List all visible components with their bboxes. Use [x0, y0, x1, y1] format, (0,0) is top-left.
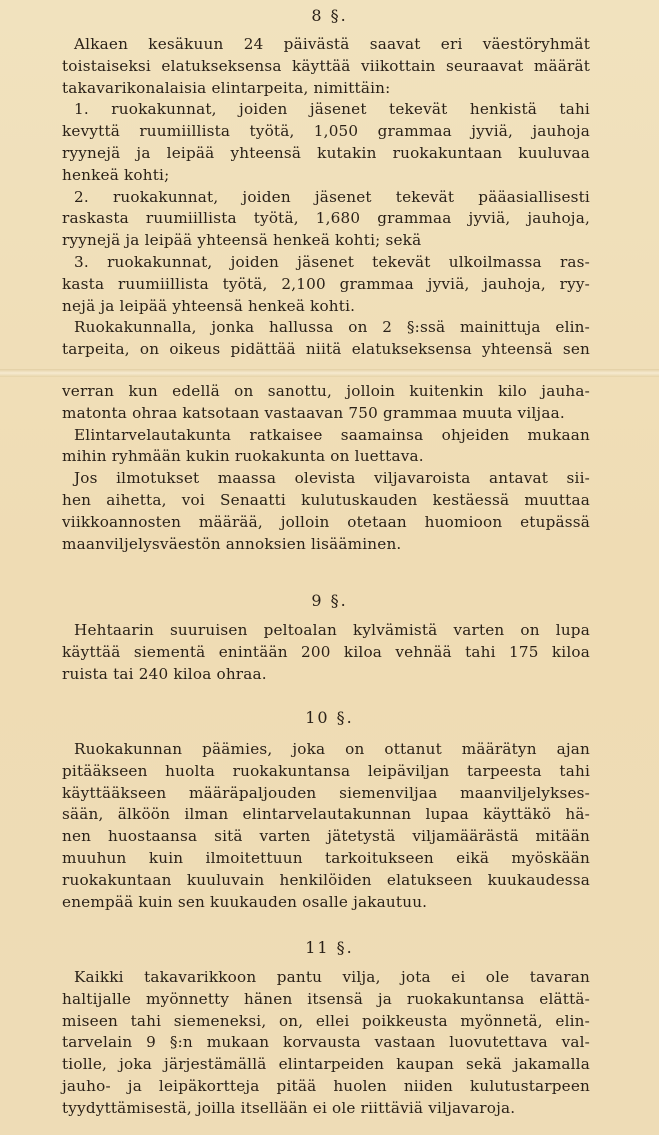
text-line: henkeä kohti;	[62, 165, 170, 184]
text-line: nen huostaansa sitä varten jätetystä viljamäärästä mitään	[62, 827, 590, 846]
text-line: Jos ilmotukset maassa olevista viljavaroista antavat sii-	[74, 469, 590, 488]
text-line: haltijalle myönnetty hänen itsensä ja ruokakuntansa elättä-	[62, 989, 590, 1008]
text-line: raskasta ruumiillista työtä, 1,680 grammaa jyviä, jauhoja,	[62, 209, 590, 228]
text-line: käyttää siementä enintään 200 kiloa vehnää tahi 175 kiloa	[62, 642, 590, 661]
section-8-body-part1	[62, 34, 590, 361]
text-line: mihin ryhmään kukin ruokakunta on luettava.	[62, 447, 424, 466]
text-line: tarvelain 9 §:n mukaan korvausta vastaan luovutettava val-	[62, 1033, 590, 1052]
text-line: enempää kuin sen kuukauden osalle jakautuu.	[62, 892, 428, 911]
text-line: hen aihetta, voi Senaatti kulutuskauden kestäessä muuttaa	[62, 490, 590, 509]
text-line: tyydyttämisestä, joilla itsellään ei ole riittäviä viljavaroja.	[62, 1098, 516, 1117]
text-line: verran kun edellä on sanottu, jolloin kuitenkin kilo jauha-	[62, 382, 590, 400]
section-10-heading: 10 §.	[305, 708, 354, 727]
text-line: muuhun kuin ilmoitettuun tarkoitukseen eikä myöskään	[62, 848, 590, 867]
text-line: ryynejä ja leipää yhteensä kutakin ruokakuntaan kuuluvaa	[62, 143, 590, 162]
text-line: takavarikonalaisia elintarpeita, nimittäin:	[62, 78, 391, 97]
text-line: kevyttä ruumiillista työtä, 1,050 grammaa jyviä, jauhoja	[62, 122, 590, 141]
text-line: toistaiseksi elatukseksensa käyttää viikottain seuraavat määrät	[62, 56, 590, 75]
text-line: Ruokakunnan päämies, joka on ottanut määrätyn ajan	[74, 740, 590, 758]
section-11-heading: 11 §.	[305, 938, 354, 957]
text-line: Kaikki takavarikkoon pantu vilja, jota ei ole tavaran	[74, 968, 590, 986]
text-line: pitääkseen huolta ruokakuntansa leipäviljan tarpeesta tahi	[62, 761, 590, 780]
text-line: Ruokakunnalla, jonka hallussa on 2 §:ssä mainittuja elin-	[74, 318, 590, 337]
text-line: ruokakuntaan kuuluvain henkilöiden elatukseen kuukaudessa	[62, 870, 590, 889]
text-line: Alkaen kesäkuun 24 päivästä saavat eri väestöryhmät	[74, 35, 590, 53]
section-9-heading: 9 §.	[311, 591, 348, 610]
section-8-body-part2	[62, 381, 590, 555]
text-line: matonta ohraa katsotaan vastaavan 750 grammaa muuta viljaa.	[62, 403, 565, 422]
text-line: tarpeita, on oikeus pidättää niitä elatukseksensa yhteensä sen	[62, 340, 590, 359]
text-line: nejä ja leipää yhteensä henkeä kohti.	[62, 296, 356, 315]
text-line: ryynejä ja leipää yhteensä henkeä kohti; sekä	[62, 231, 422, 250]
text-line: 2. ruokakunnat, joiden jäsenet tekevät pääasiallisesti	[74, 187, 590, 206]
text-line: tiolle, joka järjestämällä elintarpeiden kaupan sekä jakamalla	[62, 1055, 590, 1074]
section-9-body	[62, 620, 590, 685]
text-line: sään, älköön ilman elintarvelautakunnan lupaa käyttäkö hä-	[62, 805, 590, 824]
text-line: 3. ruokakunnat, joiden jäsenet tekevät ulkoilmassa ras-	[74, 252, 590, 271]
text-line: kasta ruumiillista työtä, 2,100 grammaa jyviä, jauhoja, ryy-	[62, 274, 590, 293]
page-fold	[0, 369, 659, 377]
text-line: 1. ruokakunnat, joiden jäsenet tekevät henkistä tahi	[74, 100, 590, 119]
text-line: Hehtaarin suuruisen peltoalan kylvämistä varten on lupa	[74, 621, 590, 639]
text-line: maanviljelysväestön annoksien lisääminen.	[62, 534, 402, 553]
text-line: ruista tai 240 kiloa ohraa.	[62, 664, 267, 683]
text-line: Elintarvelautakunta ratkaisee saamainsa ohjeiden mukaan	[74, 425, 590, 444]
section-10-body	[62, 739, 590, 913]
text-line: jauho- ja leipäkortteja pitää huolen niiden kulutustarpeen	[62, 1076, 590, 1095]
text-line: miseen tahi siemeneksi, on, ellei poikkeusta myönnetä, elin-	[62, 1011, 590, 1030]
text-line: viikkoannosten määrää, jolloin otetaan huomioon etupässä	[62, 512, 590, 531]
section-8-heading: 8 §.	[311, 6, 348, 25]
text-line: käyttääkseen määräpaljouden siemenviljaa maanviljelykses-	[62, 783, 590, 802]
section-11-body	[62, 967, 590, 1120]
